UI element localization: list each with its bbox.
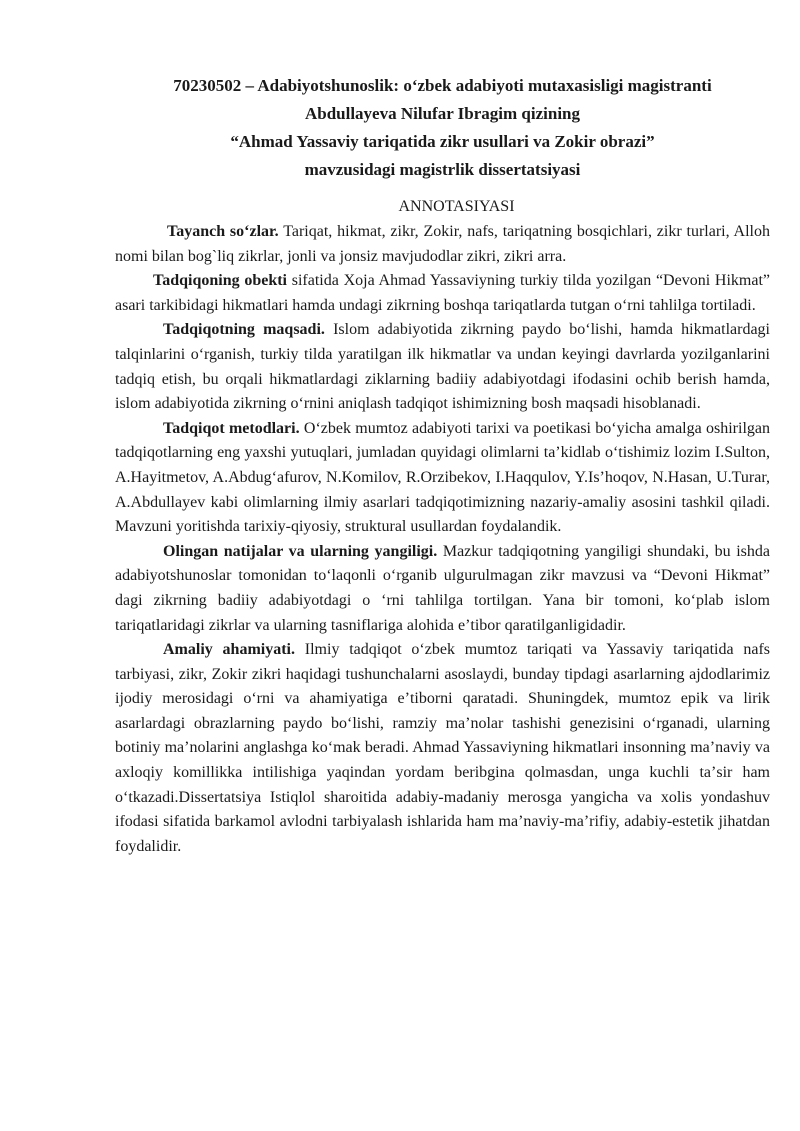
paragraph-object bbox=[115, 269, 770, 318]
paragraph-lead: Tayanch soʻzlar. bbox=[167, 223, 279, 240]
document-page bbox=[115, 72, 770, 859]
paragraph-text: Tariqat, hikmat, zikr, Zokir, nafs, tariqatning bosqichlari, zikr turlari, Alloh nomi bilan bog`liq zikrlar, jonli va jonsiz mavjudodlar zikri, zikri arra. bbox=[115, 223, 770, 265]
paragraph-lead: Tadqiqot metodlari. bbox=[163, 419, 300, 437]
paragraph-lead: Amaliy ahamiyati. bbox=[163, 641, 295, 659]
paragraph-lead: Tadqiqoning obekti bbox=[153, 272, 287, 290]
section-title: ANNOTASIYASI bbox=[398, 198, 515, 215]
paragraph-methods bbox=[115, 417, 770, 540]
paragraph-lead: Olingan natijalar va ularning yangiligi. bbox=[163, 542, 438, 560]
header-line-author: Abdullayeva Nilufar Ibragim qizining bbox=[304, 104, 581, 123]
paragraph-keywords bbox=[115, 220, 770, 269]
paragraph-goal bbox=[115, 318, 770, 416]
paragraph-text: sifatida Xoja Ahmad Yassaviyning turkiy tilda yozilgan “Devoni Hikmat” asari tarkibidagi hikmatlari hamda undagi zikrning boshqa tariqatlarda tutgan oʻrni tahlilga tortiladi. bbox=[115, 272, 770, 314]
paragraph-results bbox=[115, 540, 770, 638]
header-line-topic: “Ahmad Yassaviy tariqatida zikr usullari va Zokir obrazi” bbox=[230, 132, 655, 151]
paragraph-text: Mazkur tadqiqotning yangiligi shundaki, bu ishda adabiyotshunoslar tomonidan toʻlaqonli oʻrganib ulgurulmagan zikr mavzusi va “Devoni Hikmat” dagi zikrning badiiy adabiyotdagi o ʻrni tahlilga tortilgan. Yana bir tomoni, koʻplab islom tariqatlaridagi zikrlar va ularning tasniflariga alohida eʼtibor qaratilganligidadir. bbox=[115, 542, 770, 634]
paragraph-text: Oʻzbek mumtoz adabiyoti tarixi va poetikasi boʻyicha amalga oshirilgan tadqiqotlarning eng yaxshi yutuqlari, jumladan quyidagi olimlarni taʼkidlab oʻtishimiz lozim I.Sulton, A.Hayitmetov, A.Abdugʻafurov, N.Komilov, R.Orzibekov, I.Haqqulov, Y.Isʼhoqov, N.Hasan, U.Turar, A.Abdullayev kabi olimlarning ilmiy asarlari tadqiqotimizning nazariy-amaliy asosini tashkil qiladi. Mavzuni yoritishda tarixiy-qiyosiy, struktural usullardan foydalandik. bbox=[115, 419, 770, 536]
header-line-program: 70230502 – Adabiyotshunoslik: oʻzbek adabiyoti mutaxasisligi magistranti bbox=[173, 76, 712, 95]
paragraph-text: Ilmiy tadqiqot oʻzbek mumtoz tariqati va Yassaviy tariqatida nafs tarbiyasi, zikr, Zokir zikri haqidagi tushunchalarni asoslaydi, bunday tipdagi asarlarning ajdodlarimiz ijodiy merosidagi oʻrni va ahamiyatiga eʼtiborni qaratadi. Shuningdek, mumtoz epik va lirik asarlardagi obrazlarning paydo boʻlishi, ramziy maʼnolar tashishi genezisini oʻrganadi, ularning botiniy maʼnolarini anglashga koʻmak beradi. Ahmad Yassaviyning hikmatlari insonning maʼnaviy va axloqiy komillikka intilishiga yaqindan yordam beribgina qolmasdan, unga kuchli taʼsir ham oʻtkazadi.Dissertatsiya Istiqlol sharoitida adabiy-madaniy merosga yangicha va xolis yondashuv ifodasi sifatida barkamol avlodni tarbiyalash ishlarida ham maʼnaviy-maʼrifiy, adabiy-estetik jihatdan foydalidir. bbox=[115, 641, 771, 855]
paragraph-text: Islom adabiyotida zikrning paydo boʻlishi, hamda hikmatlardagi talqinlarini oʻrganish, turkiy tilda yaratilgan ilk hikmatlar va undan keyingi davrlarda yozilganlarini tadqiq etish, bu orqali hikmatlardagi ziklarning badiiy adabiyotdagi ifodasini ochib berish hamda, islom adabiyotida zikrning oʻrnini aniqlash tadqiqot ishimizning bosh maqsadi hisoblanadi. bbox=[115, 321, 770, 413]
paragraph-lead: Tadqiqotning maqsadi. bbox=[163, 321, 325, 339]
paragraph-significance bbox=[115, 638, 770, 859]
header-line-dissertation: mavzusidagi magistrlik dissertatsiyasi bbox=[304, 160, 581, 179]
document-header bbox=[115, 72, 770, 184]
